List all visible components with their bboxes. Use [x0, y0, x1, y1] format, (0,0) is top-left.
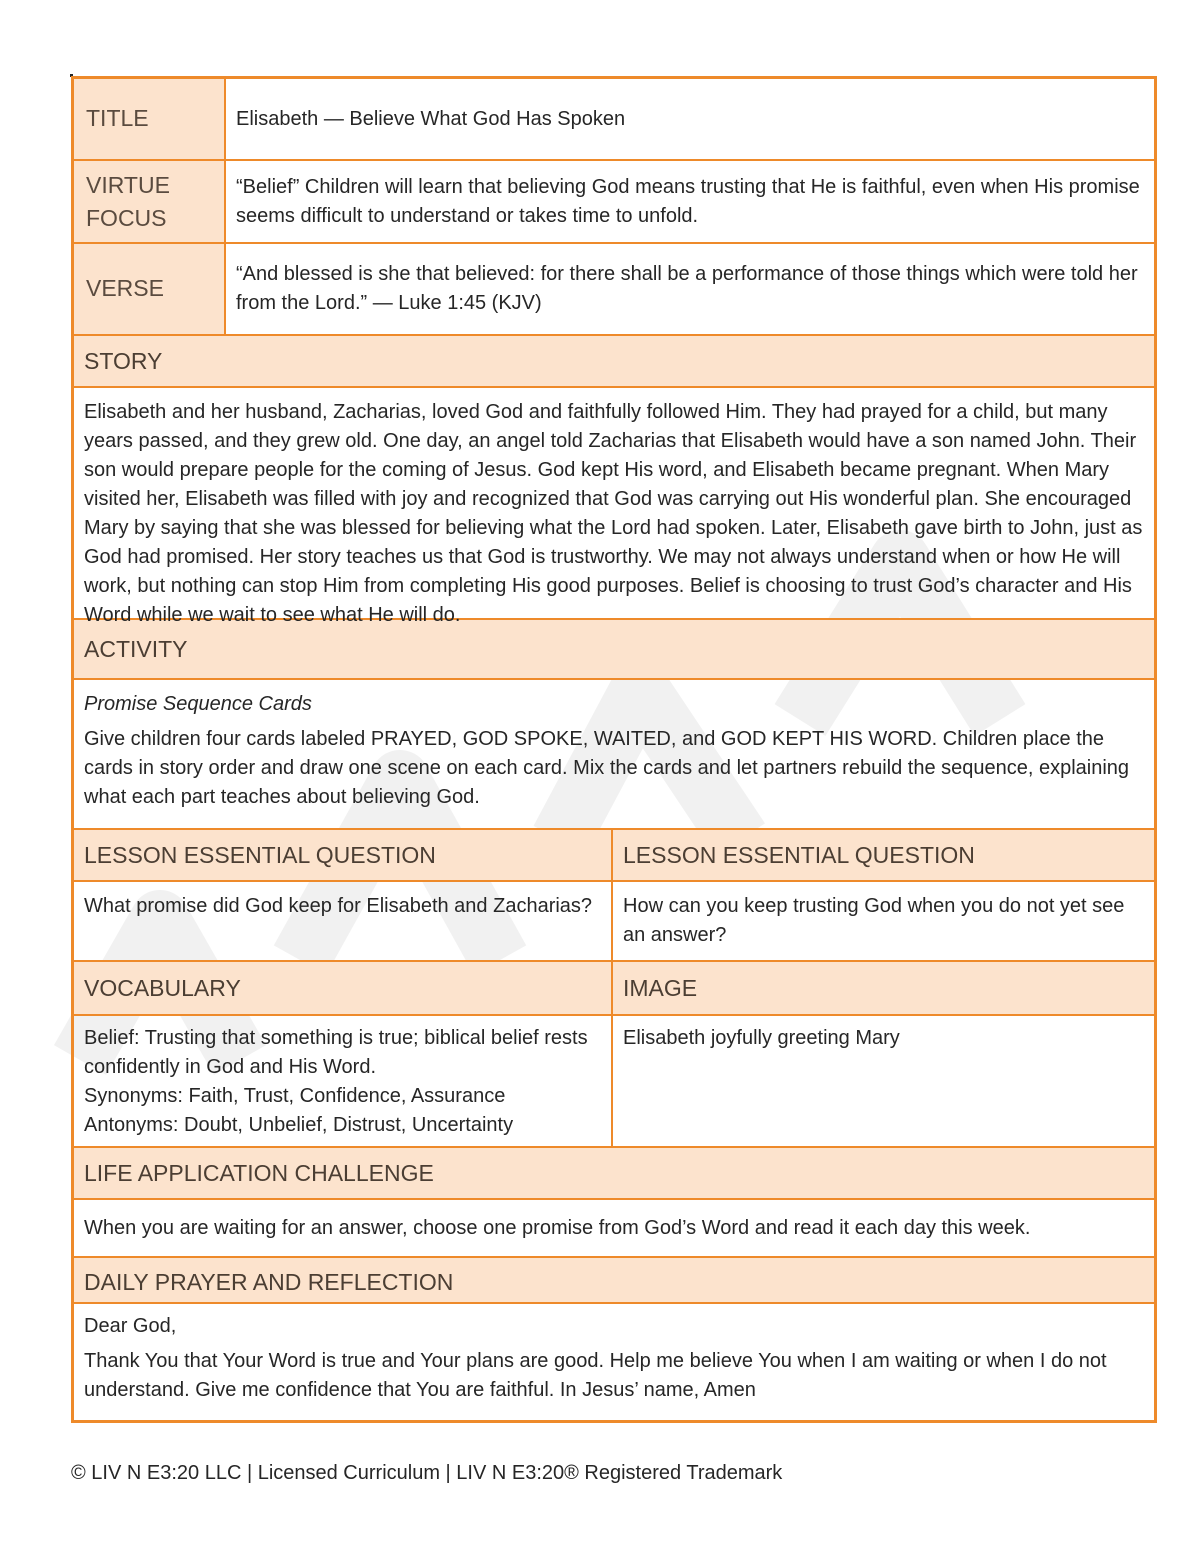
prayer-greeting: Dear God, — [84, 1315, 177, 1337]
question-left-heading: LESSON ESSENTIAL QUESTION — [74, 830, 611, 880]
question-left — [74, 830, 613, 960]
title-row — [74, 79, 1154, 159]
prayer-text: Thank You that Your Word is true and Your plans are good. Help me believe You when I am waiting or when I do not understand. Give me confidence that You are faithful. In Jesus’ name, Amen — [84, 1350, 1107, 1401]
activity-body — [74, 678, 1154, 828]
virtue-label-line-2: FOCUS — [86, 204, 167, 231]
title-value: Elisabeth — Believe What God Has Spoken — [236, 107, 626, 130]
image-heading: IMAGE — [613, 962, 1154, 1014]
vocab-synonyms-label: Synonyms: — [84, 1085, 183, 1107]
life-application-heading: LIFE APPLICATION CHALLENGE — [74, 1148, 1154, 1198]
lesson-sheet — [71, 76, 1157, 1423]
life-application-text: When you are waiting for an answer, choose one promise from God’s Word and read it each day this week. — [74, 1198, 1154, 1256]
image-description: Elisabeth joyfully greeting Mary — [613, 1014, 1154, 1146]
virtue-value: “Belief” Children will learn that believing God means trusting that He is faithful, even when His promise seems difficult to understand or takes time to unfold. — [236, 175, 1140, 227]
activity-text: Give children four cards labeled PRAYED, GOD SPOKE, WAITED, and GOD KEPT HIS WORD. Children place the cards in story order and draw one scene on each card. Mix the cards and let partners rebuild the sequence, explaining what each part teaches about believing God. — [84, 728, 1130, 808]
vocab-synonyms-text: Faith, Trust, Confidence, Assurance — [182, 1085, 506, 1107]
virtue-label — [74, 161, 226, 242]
footer-copyright: © LIV N E3:20 LLC | Licensed Curriculum | LIV N E3:20® Registered Trademark — [71, 1462, 783, 1484]
question-right-text: How can you keep trusting God when you do not yet see an answer? — [613, 880, 1154, 960]
question-right-heading: LESSON ESSENTIAL QUESTION — [613, 830, 1154, 880]
life-application-section — [74, 1146, 1154, 1256]
title-label: TITLE — [74, 79, 226, 159]
virtue-label-line-1: VIRTUE — [86, 172, 170, 199]
vocabulary-heading: VOCABULARY — [74, 962, 611, 1014]
vocabulary-box — [74, 962, 613, 1146]
prayer-section — [74, 1256, 1154, 1420]
virtue-row — [74, 159, 1154, 242]
vocab-term-text: Trusting that something is true; biblical belief rests confidently in God and His Word. — [84, 1027, 588, 1078]
image-box — [613, 962, 1154, 1146]
vocab-term — [84, 1024, 601, 1082]
verse-label: VERSE — [74, 244, 226, 334]
prayer-body — [74, 1302, 1154, 1420]
vocab-antonyms-label: Antonyms: — [84, 1114, 179, 1136]
vocab-term-label: Belief: — [84, 1027, 140, 1049]
vocab-antonyms-text: Doubt, Unbelief, Distrust, Uncertainty — [178, 1114, 514, 1136]
story-heading: STORY — [74, 336, 1154, 386]
question-left-text: What promise did God keep for Elisabeth and Zacharias? — [74, 880, 611, 960]
story-section — [74, 334, 1154, 626]
story-text: Elisabeth and her husband, Zacharias, loved God and faithfully followed Him. They had prayed for a child, but many years passed, and they grew old. One day, an angel told Zacharias that Elisabeth would have a son named John. Their son would prepare people for the coming of Jesus. God kept His word, and Elisabeth became pregnant. When Mary visited her, Elisabeth was filled with joy and recognized that God was carrying out His wonderful plan. She encouraged Mary by saying that she was blessed for believing what the Lord had spoken. Later, Elisabeth gave birth to John, just as God had promised. Her story teaches us that God is trustworthy. We may not always understand when or how He will work, but nothing can stop Him from completing His good purposes. Belief is choosing to trust God’s character and His Word while we wait to see what He will do. — [74, 386, 1154, 618]
vocab-antonyms — [84, 1111, 601, 1140]
question-right — [613, 830, 1154, 960]
vocab-synonyms — [84, 1082, 601, 1111]
verse-row — [74, 242, 1154, 334]
vocabulary-body — [74, 1014, 611, 1146]
verse-value: “And blessed is she that believed: for there shall be a performance of those things which were told her from the Lord.” — Luke 1:45 (KJV) — [236, 263, 1138, 314]
questions-row — [74, 828, 1154, 960]
vocab-image-row — [74, 960, 1154, 1146]
activity-name: Promise Sequence Cards — [84, 693, 312, 715]
prayer-heading: DAILY PRAYER AND REFLECTION — [74, 1258, 1154, 1302]
activity-section — [74, 618, 1154, 828]
activity-heading: ACTIVITY — [74, 620, 1154, 678]
